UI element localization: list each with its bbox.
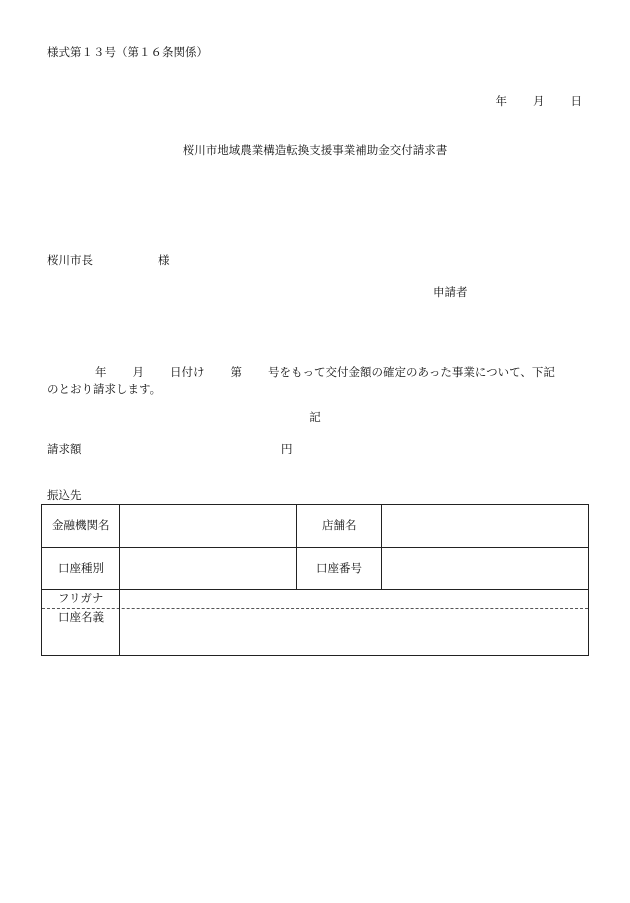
body-year: 年 — [95, 365, 107, 379]
addressee-honorific: 様 — [158, 253, 170, 267]
bank-name-field[interactable] — [120, 505, 296, 547]
applicant-label: 申請者 — [433, 285, 468, 299]
amount-label: 請求額 — [47, 442, 82, 456]
bank-name-label: 金融機関名 — [52, 518, 110, 532]
furigana-label: フリガナ — [58, 591, 104, 605]
body-line-2: のとおり請求します。 — [47, 381, 162, 396]
account-number-label: 口座番号 — [316, 561, 362, 575]
account-holder-field[interactable] — [120, 609, 588, 655]
body-day-dated: 日付け — [170, 365, 205, 379]
account-type-field[interactable] — [120, 548, 296, 589]
date-month: 月 — [533, 94, 545, 108]
amount-unit: 円 — [281, 442, 293, 456]
ki-marker: 記 — [309, 410, 321, 424]
transfer-label: 振込先 — [47, 488, 82, 502]
document-title: 桜川市地域農業構造転換支援事業補助金交付請求書 — [182, 143, 448, 157]
body-month: 月 — [132, 365, 144, 379]
body-line-1 — [47, 364, 587, 381]
account-type-label: 口座種別 — [58, 561, 104, 575]
body-paragraph — [47, 364, 587, 397]
table-column-divider — [296, 505, 297, 589]
addressee-name: 桜川市長 — [47, 253, 93, 267]
date-day: 日 — [570, 94, 582, 108]
date-year: 年 — [495, 94, 507, 108]
form-number: 様式第１３号（第１６条関係） — [47, 45, 208, 59]
branch-name-label: 店舗名 — [322, 518, 357, 532]
body-rest-line1: 号をもって交付金額の確定のあった事業について、下記 — [268, 365, 555, 379]
furigana-field[interactable] — [120, 590, 588, 608]
branch-name-field[interactable] — [382, 505, 588, 547]
account-number-field[interactable] — [382, 548, 588, 589]
date-line — [496, 96, 583, 108]
body-dai: 第 — [230, 365, 242, 379]
account-holder-label: 口座名義 — [58, 610, 104, 624]
bank-transfer-table — [41, 504, 589, 656]
